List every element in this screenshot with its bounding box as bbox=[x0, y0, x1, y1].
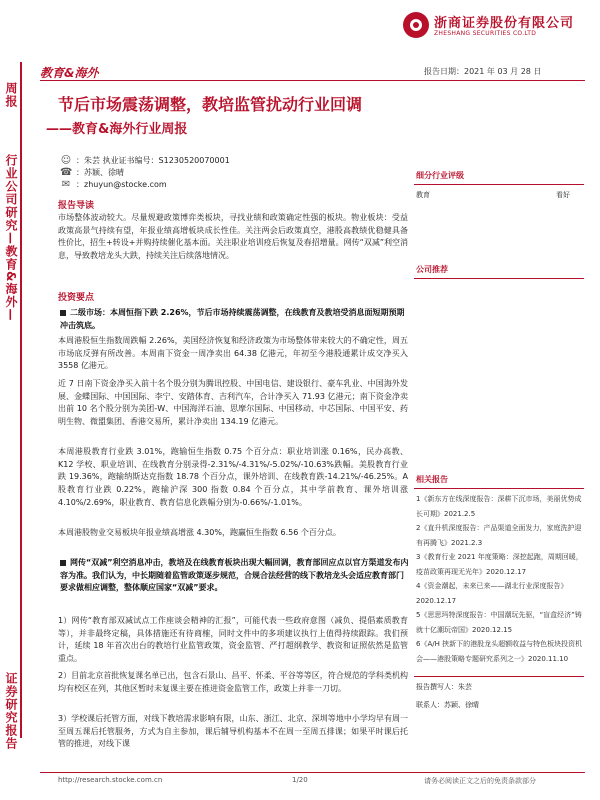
related-report-item[interactable]: 2《直升机深度报告：产品渠道全面发力，家庭洗护迎有再腾飞》2021.2.3 bbox=[416, 524, 582, 547]
page-number: 1/20 bbox=[292, 776, 308, 784]
industry-label: 教育&海外 bbox=[40, 66, 99, 80]
report-title: 节后市场震荡调整，教培监管扰动行业回调 bbox=[58, 95, 363, 114]
point-paragraph: 3）学校课后托管方面，对线下教培需求影响有限，山东、浙江、北京、深圳等地中小学均早有周一至周五课后托管服务，方式为自主参加，课后辅导机构基本不在周一至周五排课；如果平时课后托管的推进，对线下课 bbox=[58, 714, 408, 749]
points-heading: 投资要点 bbox=[58, 293, 95, 303]
researcher-icon: ☎ bbox=[60, 167, 73, 178]
point-paragraph: 2）目前北京首批恢复课名单已出，包含石景山、昌平、怀柔、平谷等等区，符合规范的学科类机构均有校区在列，其他区暂时未复课主要在推进资金监管工作，政策上并非一刀切。 bbox=[58, 671, 408, 693]
guide-heading: 报告导读 bbox=[58, 201, 95, 211]
related-divider bbox=[414, 488, 584, 489]
header-divider bbox=[40, 80, 585, 81]
company-logo bbox=[402, 11, 430, 39]
guide-text: 市场整体波动较大。尽量规避政策博弈类板块，寻找业绩和政策确定性强的板块。物业板块：受益政策高景气持续有望，年报业绩高增板块成长性佳。关注两会后政策真空，港股高教绩优稳健具备性价比，招生+转设+并购持续催化基本面。关注职业培训疫后恢复及春招增量。网传“双减”利空消息，导致教培龙头大跌，持续关注后续落地情况。 bbox=[58, 213, 408, 261]
related-heading: 相关报告 bbox=[416, 475, 448, 484]
contact-divider bbox=[414, 676, 584, 677]
email-line: ：zhuyun@stocke.com bbox=[76, 180, 167, 189]
footer-url-link[interactable]: http://research.stocke.com.cn bbox=[58, 776, 163, 784]
related-reports-list bbox=[416, 492, 584, 666]
rating-value: 看好 bbox=[556, 191, 570, 199]
rating-divider bbox=[414, 184, 584, 185]
related-report-item[interactable]: 4《资金潮起，未来已来——湖北行业深度报告》2020.12.17 bbox=[416, 582, 568, 605]
company-heading: 公司推荐 bbox=[416, 265, 448, 274]
researcher-line: ：苏颖、徐晴 bbox=[76, 168, 124, 177]
side-label-weekly: 周报 bbox=[4, 82, 18, 108]
side-label-report-type: 证券研究报告 bbox=[4, 672, 18, 750]
company-name-en: ZHESHANG SECURITIES CO.LTD bbox=[434, 30, 537, 37]
rating-heading: 细分行业评级 bbox=[416, 171, 464, 180]
company-divider bbox=[414, 278, 584, 279]
company-name-cn: 浙商证券股份有限公司 bbox=[434, 16, 575, 31]
point-paragraph: 1）网传“教育部双减试点工作座谈会精神的汇报”，可能代表一些政府意图（减负、提倡素质教育等），并非最终定稿，具体措施还有待商榷，同时文件中的多项建议执行上值得持续跟踪。我们预计，延续 18 年首次出台的教培行业监管政策，资金监管、严打超纲教学、教资和证照依然是监管重点。 bbox=[58, 616, 408, 664]
point-bullet-2: 网传“双减”利空消息冲击，教培及在线教育板块出现大幅回调，教育部回应点以官方渠道发布内容为准。我们认为，中长期随着监管政策逐步规范，合规合法经营的线下教培龙头会适应教育部门要求做相应调整，整体顺应国家“双减”要求。 bbox=[60, 558, 409, 593]
point-paragraph: 本周港股物业交易板块年报业绩高增涨 4.30%，跑赢恒生指数 6.56 个百分点。 bbox=[58, 528, 341, 537]
report-date: 报告日期：2021 年 03 月 28 日 bbox=[424, 67, 542, 76]
email-icon: ✉ bbox=[61, 179, 71, 190]
point-paragraph: 近 7 日南下资金净买入前十名个股分别为腾讯控股、中国电信、建设银行、豪车乳业、中国海外发展、金蝶国际、中国国际、李宁、安踏体育、吉利汽车，合计净买入 71.93 亿港元；南下资金净卖出前 10 名个股分别为美团-W、中国海洋石油、思摩尔国际、中国移动、中芯国际、中国平安、药明生物、微盟集团、香港交易所，累计净卖出 134.19 亿港元。 bbox=[58, 379, 408, 427]
bullet-square-icon bbox=[60, 560, 66, 566]
related-report-item[interactable]: 3《教育行业 2021 年度策略：深挖起跑，周期回暖，疫苗政策再现无光年》2020.12.17 bbox=[416, 553, 583, 576]
related-report-item[interactable]: 1《新东方在线深度报告：深耕下沉市场，美丽优势成长可期》2021.2.5 bbox=[416, 495, 582, 518]
report-subtitle: ——教育&海外行业周报 bbox=[46, 122, 188, 137]
report-contact: 联系人：苏颖、徐晴 bbox=[416, 701, 479, 709]
point-paragraph: 本周港股教育行业跌 3.01%，跑输恒生指数 0.75 个百分点：职业培训涨 0.16%，民办高教、K12 学校、职业培训、在线教育分别录得-2.31%/-4.31%/-5.02%/-10.63%跌幅。美股教育行业跌 19.36%，跑输纳斯达克指数 18.78 个百分点，课外培训、在线教育跌-14.21%/-46.25%。A 股教育行业跌 0.22%，跑输沪深 300 指数 0.84 个百分点，其中学前教育、课外培训涨 4.10%/2.69%，职业教育、教育信息化跌幅分别为-0.66%/-1.01%。 bbox=[58, 447, 408, 507]
related-report-item[interactable]: 6《A/H 挟新下的港股龙头超额收益与特色板块投资机会——港股策略专题研究系列之一》2020.11.10 bbox=[416, 640, 583, 663]
disclaimer-note: 请务必阅读正文之后的免责条款部分 bbox=[424, 777, 536, 785]
side-label-category: 行业公司研究—教育&海外— bbox=[4, 154, 18, 322]
point-paragraph: 本周港股恒生指数周跌幅 2.26%，美国经济恢复和经济政策为市场整体带来较大的不确定性，周五市场底反弹有所改善。本周南下资金一周净卖出 64.38 亿港元，年初至今港股通累计成交净买入 3558 亿港元。 bbox=[58, 336, 408, 371]
bullet-square-icon bbox=[60, 310, 66, 316]
rating-sector: 教育 bbox=[416, 191, 430, 199]
analyst-icon: ☺ bbox=[60, 155, 72, 166]
related-report-item[interactable]: 5《思思玛特深度报告：中国潮玩先驱，“盲盒经济”铸就十亿潮玩帝国》2020.12.15 bbox=[416, 611, 582, 634]
report-author: 报告撰写人：朱芸 bbox=[416, 683, 472, 691]
footer-divider bbox=[40, 772, 585, 773]
analyst-line: ：朱芸 执业证书编号：S1230520070001 bbox=[76, 156, 230, 165]
point-bullet-1: 二级市场：本周恒指下跌 2.26%，节后市场持续震荡调整，在线教育及教培受消息面短期预期冲击筑底。 bbox=[60, 308, 405, 330]
side-accent-bar bbox=[20, 62, 22, 738]
